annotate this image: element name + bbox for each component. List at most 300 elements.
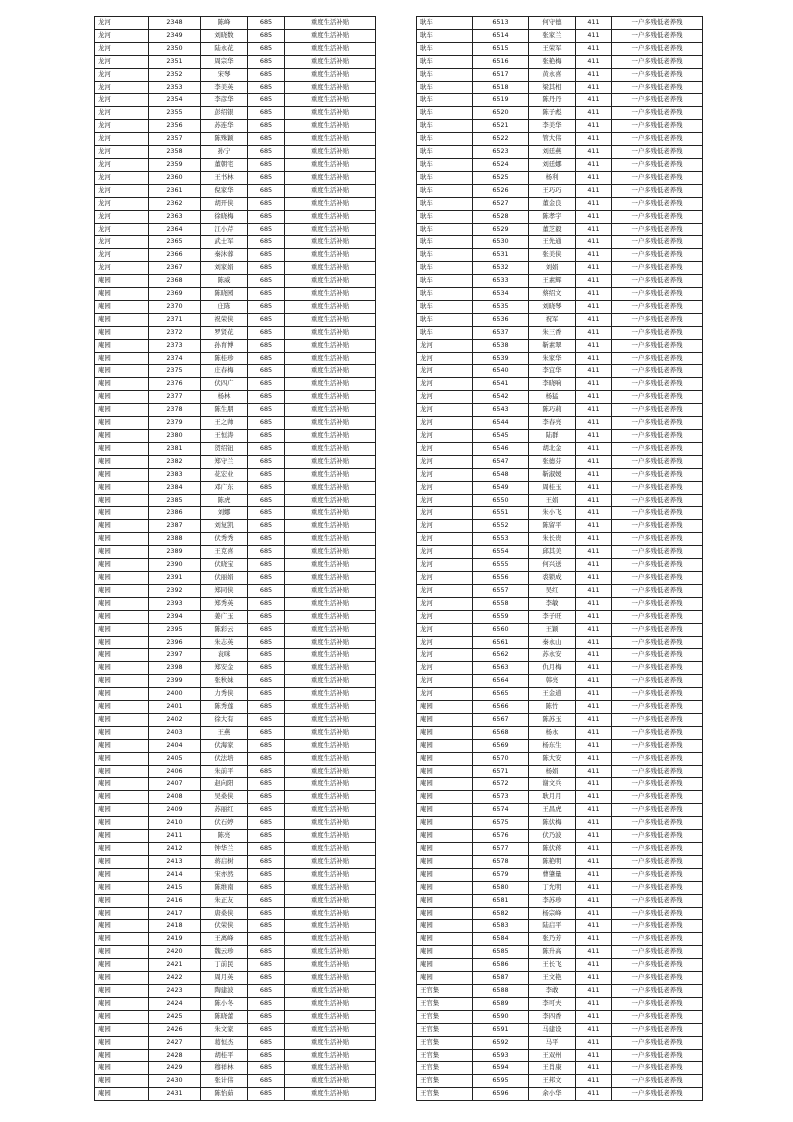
table-row xyxy=(417,778,703,791)
cell-town: 龙河 xyxy=(417,546,473,559)
cell-amount: 411 xyxy=(576,223,612,236)
cell-type: 重度生活补贴 xyxy=(285,726,376,739)
table-row xyxy=(417,146,703,159)
table-row xyxy=(95,507,376,520)
cell-name: 胡桂平 xyxy=(201,1049,248,1062)
table-row xyxy=(95,94,376,107)
cell-name: 王离峰 xyxy=(201,933,248,946)
cell-seq: 2395 xyxy=(149,623,201,636)
cell-seq: 2391 xyxy=(149,571,201,584)
cell-type: 一户多残低老养残 xyxy=(612,442,703,455)
cell-type: 一户多残低老养残 xyxy=(612,959,703,972)
cell-amount: 411 xyxy=(576,830,612,843)
cell-name: 王燕 xyxy=(201,726,248,739)
cell-seq: 6566 xyxy=(473,701,529,714)
cell-seq: 6550 xyxy=(473,494,529,507)
cell-type: 重度生活补贴 xyxy=(285,520,376,533)
cell-amount: 685 xyxy=(248,972,285,985)
cell-name: 陈丹丹 xyxy=(529,94,576,107)
cell-town: 王官集 xyxy=(417,997,473,1010)
cell-town: 耿车 xyxy=(417,81,473,94)
cell-type: 一户多残低老养残 xyxy=(612,623,703,636)
cell-amount: 411 xyxy=(576,1036,612,1049)
cell-town: 龙河 xyxy=(417,442,473,455)
cell-amount: 685 xyxy=(248,765,285,778)
table-row xyxy=(417,1049,703,1062)
cell-name: 蔡绍文 xyxy=(529,288,576,301)
cell-amount: 411 xyxy=(576,984,612,997)
cell-town: 王官集 xyxy=(417,1049,473,1062)
cell-town: 庵园 xyxy=(95,959,149,972)
cell-town: 龙河 xyxy=(95,197,149,210)
cell-type: 重度生活补贴 xyxy=(285,1062,376,1075)
cell-type: 重度生活补贴 xyxy=(285,997,376,1010)
cell-type: 一户多残低老养残 xyxy=(612,933,703,946)
table-row xyxy=(417,868,703,881)
cell-type: 重度生活补贴 xyxy=(285,455,376,468)
cell-type: 一户多残低老养残 xyxy=(612,236,703,249)
cell-type: 一户多残低老养残 xyxy=(612,894,703,907)
cell-type: 重度生活补贴 xyxy=(285,533,376,546)
cell-type: 一户多残低老养残 xyxy=(612,907,703,920)
table-row xyxy=(417,959,703,972)
cell-town: 庵园 xyxy=(417,907,473,920)
cell-amount: 411 xyxy=(576,855,612,868)
cell-name: 吴红 xyxy=(529,584,576,597)
left-table-body xyxy=(95,17,376,1101)
cell-amount: 685 xyxy=(248,520,285,533)
cell-town: 庵园 xyxy=(95,933,149,946)
cell-name: 何兴送 xyxy=(529,559,576,572)
cell-amount: 685 xyxy=(248,843,285,856)
cell-amount: 685 xyxy=(248,417,285,430)
cell-name: 吴桑侠 xyxy=(201,791,248,804)
cell-town: 庵园 xyxy=(417,726,473,739)
cell-type: 重度生活补贴 xyxy=(285,288,376,301)
cell-town: 耿车 xyxy=(417,210,473,223)
cell-town: 耿车 xyxy=(417,275,473,288)
table-row xyxy=(95,133,376,146)
cell-seq: 6547 xyxy=(473,455,529,468)
cell-name: 朱小飞 xyxy=(529,507,576,520)
cell-seq: 6571 xyxy=(473,765,529,778)
cell-seq: 6539 xyxy=(473,352,529,365)
cell-name: 罗贤花 xyxy=(201,326,248,339)
cell-town: 庵园 xyxy=(95,675,149,688)
cell-amount: 411 xyxy=(576,610,612,623)
cell-seq: 2367 xyxy=(149,262,201,275)
cell-amount: 411 xyxy=(576,133,612,146)
cell-type: 重度生活补贴 xyxy=(285,778,376,791)
cell-amount: 685 xyxy=(248,404,285,417)
cell-type: 一户多残低老养残 xyxy=(612,830,703,843)
cell-town: 庵园 xyxy=(95,571,149,584)
cell-type: 重度生活补贴 xyxy=(285,546,376,559)
cell-town: 龙河 xyxy=(417,507,473,520)
cell-name: 秦沐蓉 xyxy=(201,249,248,262)
cell-type: 一户多残低老养残 xyxy=(612,120,703,133)
cell-town: 龙河 xyxy=(417,559,473,572)
cell-seq: 2423 xyxy=(149,984,201,997)
cell-town: 龙河 xyxy=(95,133,149,146)
table-row xyxy=(417,494,703,507)
cell-name: 刘家娟 xyxy=(201,262,248,275)
cell-amount: 411 xyxy=(576,713,612,726)
cell-town: 庵园 xyxy=(95,597,149,610)
cell-town: 龙河 xyxy=(95,262,149,275)
cell-amount: 685 xyxy=(248,81,285,94)
cell-type: 重度生活补贴 xyxy=(285,817,376,830)
table-row xyxy=(417,520,703,533)
cell-town: 庵园 xyxy=(95,533,149,546)
cell-type: 一户多残低老养残 xyxy=(612,675,703,688)
cell-amount: 685 xyxy=(248,830,285,843)
table-row xyxy=(95,197,376,210)
table-row xyxy=(417,752,703,765)
cell-name: 李晓响 xyxy=(529,378,576,391)
cell-town: 庵园 xyxy=(95,868,149,881)
cell-seq: 6544 xyxy=(473,417,529,430)
cell-seq: 6577 xyxy=(473,843,529,856)
cell-seq: 2415 xyxy=(149,881,201,894)
cell-amount: 685 xyxy=(248,107,285,120)
cell-town: 庵园 xyxy=(95,894,149,907)
cell-name: 朱家华 xyxy=(529,352,576,365)
cell-name: 王颖 xyxy=(529,623,576,636)
cell-town: 庵园 xyxy=(417,920,473,933)
cell-type: 一户多残低老养残 xyxy=(612,713,703,726)
cell-town: 龙河 xyxy=(417,468,473,481)
cell-type: 一户多残低老养残 xyxy=(612,42,703,55)
cell-type: 一户多残低老养残 xyxy=(612,1023,703,1036)
cell-seq: 2417 xyxy=(149,907,201,920)
cell-town: 耿车 xyxy=(417,197,473,210)
cell-name: 张计伟 xyxy=(201,1075,248,1088)
cell-seq: 2375 xyxy=(149,365,201,378)
table-row xyxy=(95,701,376,714)
cell-name: 江小芹 xyxy=(201,223,248,236)
cell-name: 王娟 xyxy=(529,494,576,507)
cell-seq: 2414 xyxy=(149,868,201,881)
cell-type: 一户多残低老养残 xyxy=(612,17,703,30)
table-row xyxy=(417,378,703,391)
cell-type: 一户多残低老养残 xyxy=(612,881,703,894)
table-row xyxy=(95,481,376,494)
cell-amount: 411 xyxy=(576,249,612,262)
table-row xyxy=(95,158,376,171)
table-row xyxy=(95,675,376,688)
cell-seq: 2412 xyxy=(149,843,201,856)
cell-amount: 685 xyxy=(248,249,285,262)
cell-amount: 411 xyxy=(576,494,612,507)
cell-type: 重度生活补贴 xyxy=(285,584,376,597)
cell-seq: 2411 xyxy=(149,830,201,843)
cell-town: 庵园 xyxy=(417,933,473,946)
cell-type: 重度生活补贴 xyxy=(285,623,376,636)
cell-name: 陈艳明 xyxy=(529,855,576,868)
cell-amount: 685 xyxy=(248,597,285,610)
cell-town: 龙河 xyxy=(417,481,473,494)
cell-name: 张德芬 xyxy=(529,455,576,468)
cell-amount: 685 xyxy=(248,881,285,894)
cell-name: 刘复凯 xyxy=(201,520,248,533)
cell-name: 唐桑侠 xyxy=(201,907,248,920)
cell-seq: 6524 xyxy=(473,158,529,171)
table-row xyxy=(95,391,376,404)
cell-town: 龙河 xyxy=(95,94,149,107)
table-row xyxy=(95,223,376,236)
cell-town: 庵园 xyxy=(95,752,149,765)
cell-amount: 411 xyxy=(576,726,612,739)
cell-seq: 6561 xyxy=(473,636,529,649)
cell-amount: 411 xyxy=(576,972,612,985)
cell-name: 李四香 xyxy=(529,1010,576,1023)
cell-town: 庵园 xyxy=(417,739,473,752)
cell-amount: 685 xyxy=(248,855,285,868)
cell-seq: 6537 xyxy=(473,326,529,339)
cell-name: 张家兰 xyxy=(529,29,576,42)
cell-town: 庵园 xyxy=(417,830,473,843)
cell-seq: 6576 xyxy=(473,830,529,843)
cell-name: 郑同侠 xyxy=(201,584,248,597)
cell-name: 仇月梅 xyxy=(529,662,576,675)
cell-amount: 685 xyxy=(248,262,285,275)
table-row xyxy=(95,739,376,752)
cell-seq: 2350 xyxy=(149,42,201,55)
cell-type: 重度生活补贴 xyxy=(285,42,376,55)
cell-type: 一户多残低老养残 xyxy=(612,326,703,339)
cell-type: 重度生活补贴 xyxy=(285,391,376,404)
cell-seq: 2403 xyxy=(149,726,201,739)
cell-amount: 411 xyxy=(576,171,612,184)
cell-town: 龙河 xyxy=(417,520,473,533)
cell-name: 马建设 xyxy=(529,1023,576,1036)
table-row xyxy=(417,946,703,959)
cell-type: 一户多残低老养残 xyxy=(612,365,703,378)
cell-amount: 685 xyxy=(248,571,285,584)
cell-amount: 685 xyxy=(248,494,285,507)
cell-amount: 411 xyxy=(576,42,612,55)
cell-type: 一户多残低老养残 xyxy=(612,300,703,313)
cell-name: 张秋妹 xyxy=(201,675,248,688)
cell-town: 庵园 xyxy=(95,300,149,313)
table-row xyxy=(95,907,376,920)
cell-town: 庵园 xyxy=(417,881,473,894)
cell-town: 耿车 xyxy=(417,184,473,197)
cell-town: 庵园 xyxy=(95,313,149,326)
cell-town: 庵园 xyxy=(95,765,149,778)
cell-amount: 685 xyxy=(248,313,285,326)
cell-amount: 685 xyxy=(248,1075,285,1088)
cell-seq: 2377 xyxy=(149,391,201,404)
cell-type: 重度生活补贴 xyxy=(285,442,376,455)
cell-town: 耿车 xyxy=(417,236,473,249)
cell-name: 陈殊颖 xyxy=(201,133,248,146)
cell-seq: 2400 xyxy=(149,688,201,701)
table-row xyxy=(417,507,703,520)
cell-seq: 6559 xyxy=(473,610,529,623)
table-row xyxy=(417,468,703,481)
table-row xyxy=(417,404,703,417)
cell-seq: 2368 xyxy=(149,275,201,288)
table-row xyxy=(417,210,703,223)
cell-seq: 6518 xyxy=(473,81,529,94)
cell-type: 重度生活补贴 xyxy=(285,765,376,778)
cell-seq: 6536 xyxy=(473,313,529,326)
cell-amount: 411 xyxy=(576,1049,612,1062)
cell-name: 王长飞 xyxy=(529,959,576,972)
cell-type: 重度生活补贴 xyxy=(285,675,376,688)
cell-amount: 411 xyxy=(576,417,612,430)
cell-town: 庵园 xyxy=(95,1010,149,1023)
table-row xyxy=(417,662,703,675)
cell-amount: 685 xyxy=(248,442,285,455)
cell-seq: 2426 xyxy=(149,1023,201,1036)
cell-seq: 2383 xyxy=(149,468,201,481)
table-row xyxy=(417,559,703,572)
right-table-body xyxy=(417,17,703,1101)
cell-type: 一户多残低老养残 xyxy=(612,481,703,494)
cell-type: 重度生活补贴 xyxy=(285,481,376,494)
cell-town: 龙河 xyxy=(95,17,149,30)
cell-town: 龙河 xyxy=(95,171,149,184)
table-row xyxy=(95,1049,376,1062)
cell-town: 龙河 xyxy=(417,675,473,688)
cell-amount: 411 xyxy=(576,55,612,68)
cell-amount: 411 xyxy=(576,455,612,468)
cell-type: 一户多残低老养残 xyxy=(612,313,703,326)
cell-town: 庵园 xyxy=(95,610,149,623)
cell-name: 刘晓琴 xyxy=(529,300,576,313)
cell-type: 重度生活补贴 xyxy=(285,158,376,171)
cell-type: 重度生活补贴 xyxy=(285,597,376,610)
cell-type: 一户多残低老养残 xyxy=(612,507,703,520)
table-row xyxy=(417,197,703,210)
table-row xyxy=(95,533,376,546)
cell-amount: 685 xyxy=(248,17,285,30)
cell-seq: 2362 xyxy=(149,197,201,210)
table-row xyxy=(95,610,376,623)
cell-seq: 6564 xyxy=(473,675,529,688)
cell-town: 庵园 xyxy=(95,391,149,404)
cell-seq: 2394 xyxy=(149,610,201,623)
cell-seq: 6534 xyxy=(473,288,529,301)
cell-name: 刘廷燕 xyxy=(529,146,576,159)
cell-name: 赵向阳 xyxy=(201,778,248,791)
cell-type: 一户多残低老养残 xyxy=(612,636,703,649)
cell-seq: 2382 xyxy=(149,455,201,468)
cell-seq: 2386 xyxy=(149,507,201,520)
cell-type: 重度生活补贴 xyxy=(285,1023,376,1036)
cell-town: 王官集 xyxy=(417,1075,473,1088)
table-row xyxy=(417,417,703,430)
cell-amount: 411 xyxy=(576,29,612,42)
cell-name: 王文艳 xyxy=(529,972,576,985)
table-row xyxy=(95,662,376,675)
table-row xyxy=(95,417,376,430)
table-row xyxy=(417,533,703,546)
cell-amount: 685 xyxy=(248,275,285,288)
cell-town: 庵园 xyxy=(417,778,473,791)
cell-town: 庵园 xyxy=(417,946,473,959)
table-row xyxy=(417,546,703,559)
cell-name: 邓广东 xyxy=(201,481,248,494)
cell-town: 庵园 xyxy=(95,713,149,726)
cell-name: 穆祥林 xyxy=(201,1062,248,1075)
table-row xyxy=(95,1036,376,1049)
cell-seq: 2409 xyxy=(149,804,201,817)
cell-town: 龙河 xyxy=(95,210,149,223)
table-row xyxy=(417,920,703,933)
cell-seq: 2396 xyxy=(149,636,201,649)
cell-name: 陈生朋 xyxy=(201,404,248,417)
left-subsidy-table xyxy=(94,16,376,1101)
cell-amount: 685 xyxy=(248,468,285,481)
cell-town: 庵园 xyxy=(95,1036,149,1049)
cell-name: 孙育博 xyxy=(201,339,248,352)
table-row xyxy=(95,713,376,726)
cell-seq: 6556 xyxy=(473,571,529,584)
cell-name: 花宏业 xyxy=(201,468,248,481)
table-row xyxy=(417,791,703,804)
cell-type: 重度生活补贴 xyxy=(285,468,376,481)
cell-type: 重度生活补贴 xyxy=(285,933,376,946)
cell-amount: 411 xyxy=(576,262,612,275)
cell-amount: 411 xyxy=(576,184,612,197)
cell-type: 重度生活补贴 xyxy=(285,29,376,42)
cell-amount: 411 xyxy=(576,288,612,301)
cell-town: 庵园 xyxy=(95,559,149,572)
table-row xyxy=(417,584,703,597)
cell-seq: 6551 xyxy=(473,507,529,520)
cell-seq: 2354 xyxy=(149,94,201,107)
cell-seq: 2405 xyxy=(149,752,201,765)
cell-amount: 411 xyxy=(576,1010,612,1023)
cell-name: 陈维南 xyxy=(201,881,248,894)
cell-type: 重度生活补贴 xyxy=(285,404,376,417)
cell-seq: 6574 xyxy=(473,804,529,817)
cell-type: 一户多残低老养残 xyxy=(612,778,703,791)
cell-type: 一户多残低老养残 xyxy=(612,997,703,1010)
cell-name: 靳素翠 xyxy=(529,339,576,352)
cell-seq: 2385 xyxy=(149,494,201,507)
cell-town: 庵园 xyxy=(95,584,149,597)
cell-type: 一户多残低老养残 xyxy=(612,843,703,856)
cell-name: 庄春梅 xyxy=(201,365,248,378)
cell-town: 庵园 xyxy=(417,817,473,830)
table-row xyxy=(95,288,376,301)
cell-name: 王素辉 xyxy=(529,275,576,288)
cell-town: 龙河 xyxy=(417,571,473,584)
cell-amount: 411 xyxy=(576,236,612,249)
cell-type: 一户多残低老养残 xyxy=(612,610,703,623)
right-subsidy-table xyxy=(416,16,703,1101)
cell-name: 陈巧莉 xyxy=(529,404,576,417)
cell-name: 董金良 xyxy=(529,197,576,210)
cell-name: 刘娜 xyxy=(201,507,248,520)
table-row xyxy=(95,959,376,972)
cell-amount: 685 xyxy=(248,817,285,830)
cell-town: 龙河 xyxy=(95,146,149,159)
cell-name: 杨猛 xyxy=(529,391,576,404)
cell-seq: 2387 xyxy=(149,520,201,533)
cell-type: 一户多残低老养残 xyxy=(612,417,703,430)
cell-type: 重度生活补贴 xyxy=(285,907,376,920)
cell-type: 重度生活补贴 xyxy=(285,197,376,210)
cell-name: 韩亮 xyxy=(529,675,576,688)
cell-town: 龙河 xyxy=(95,184,149,197)
cell-amount: 685 xyxy=(248,236,285,249)
